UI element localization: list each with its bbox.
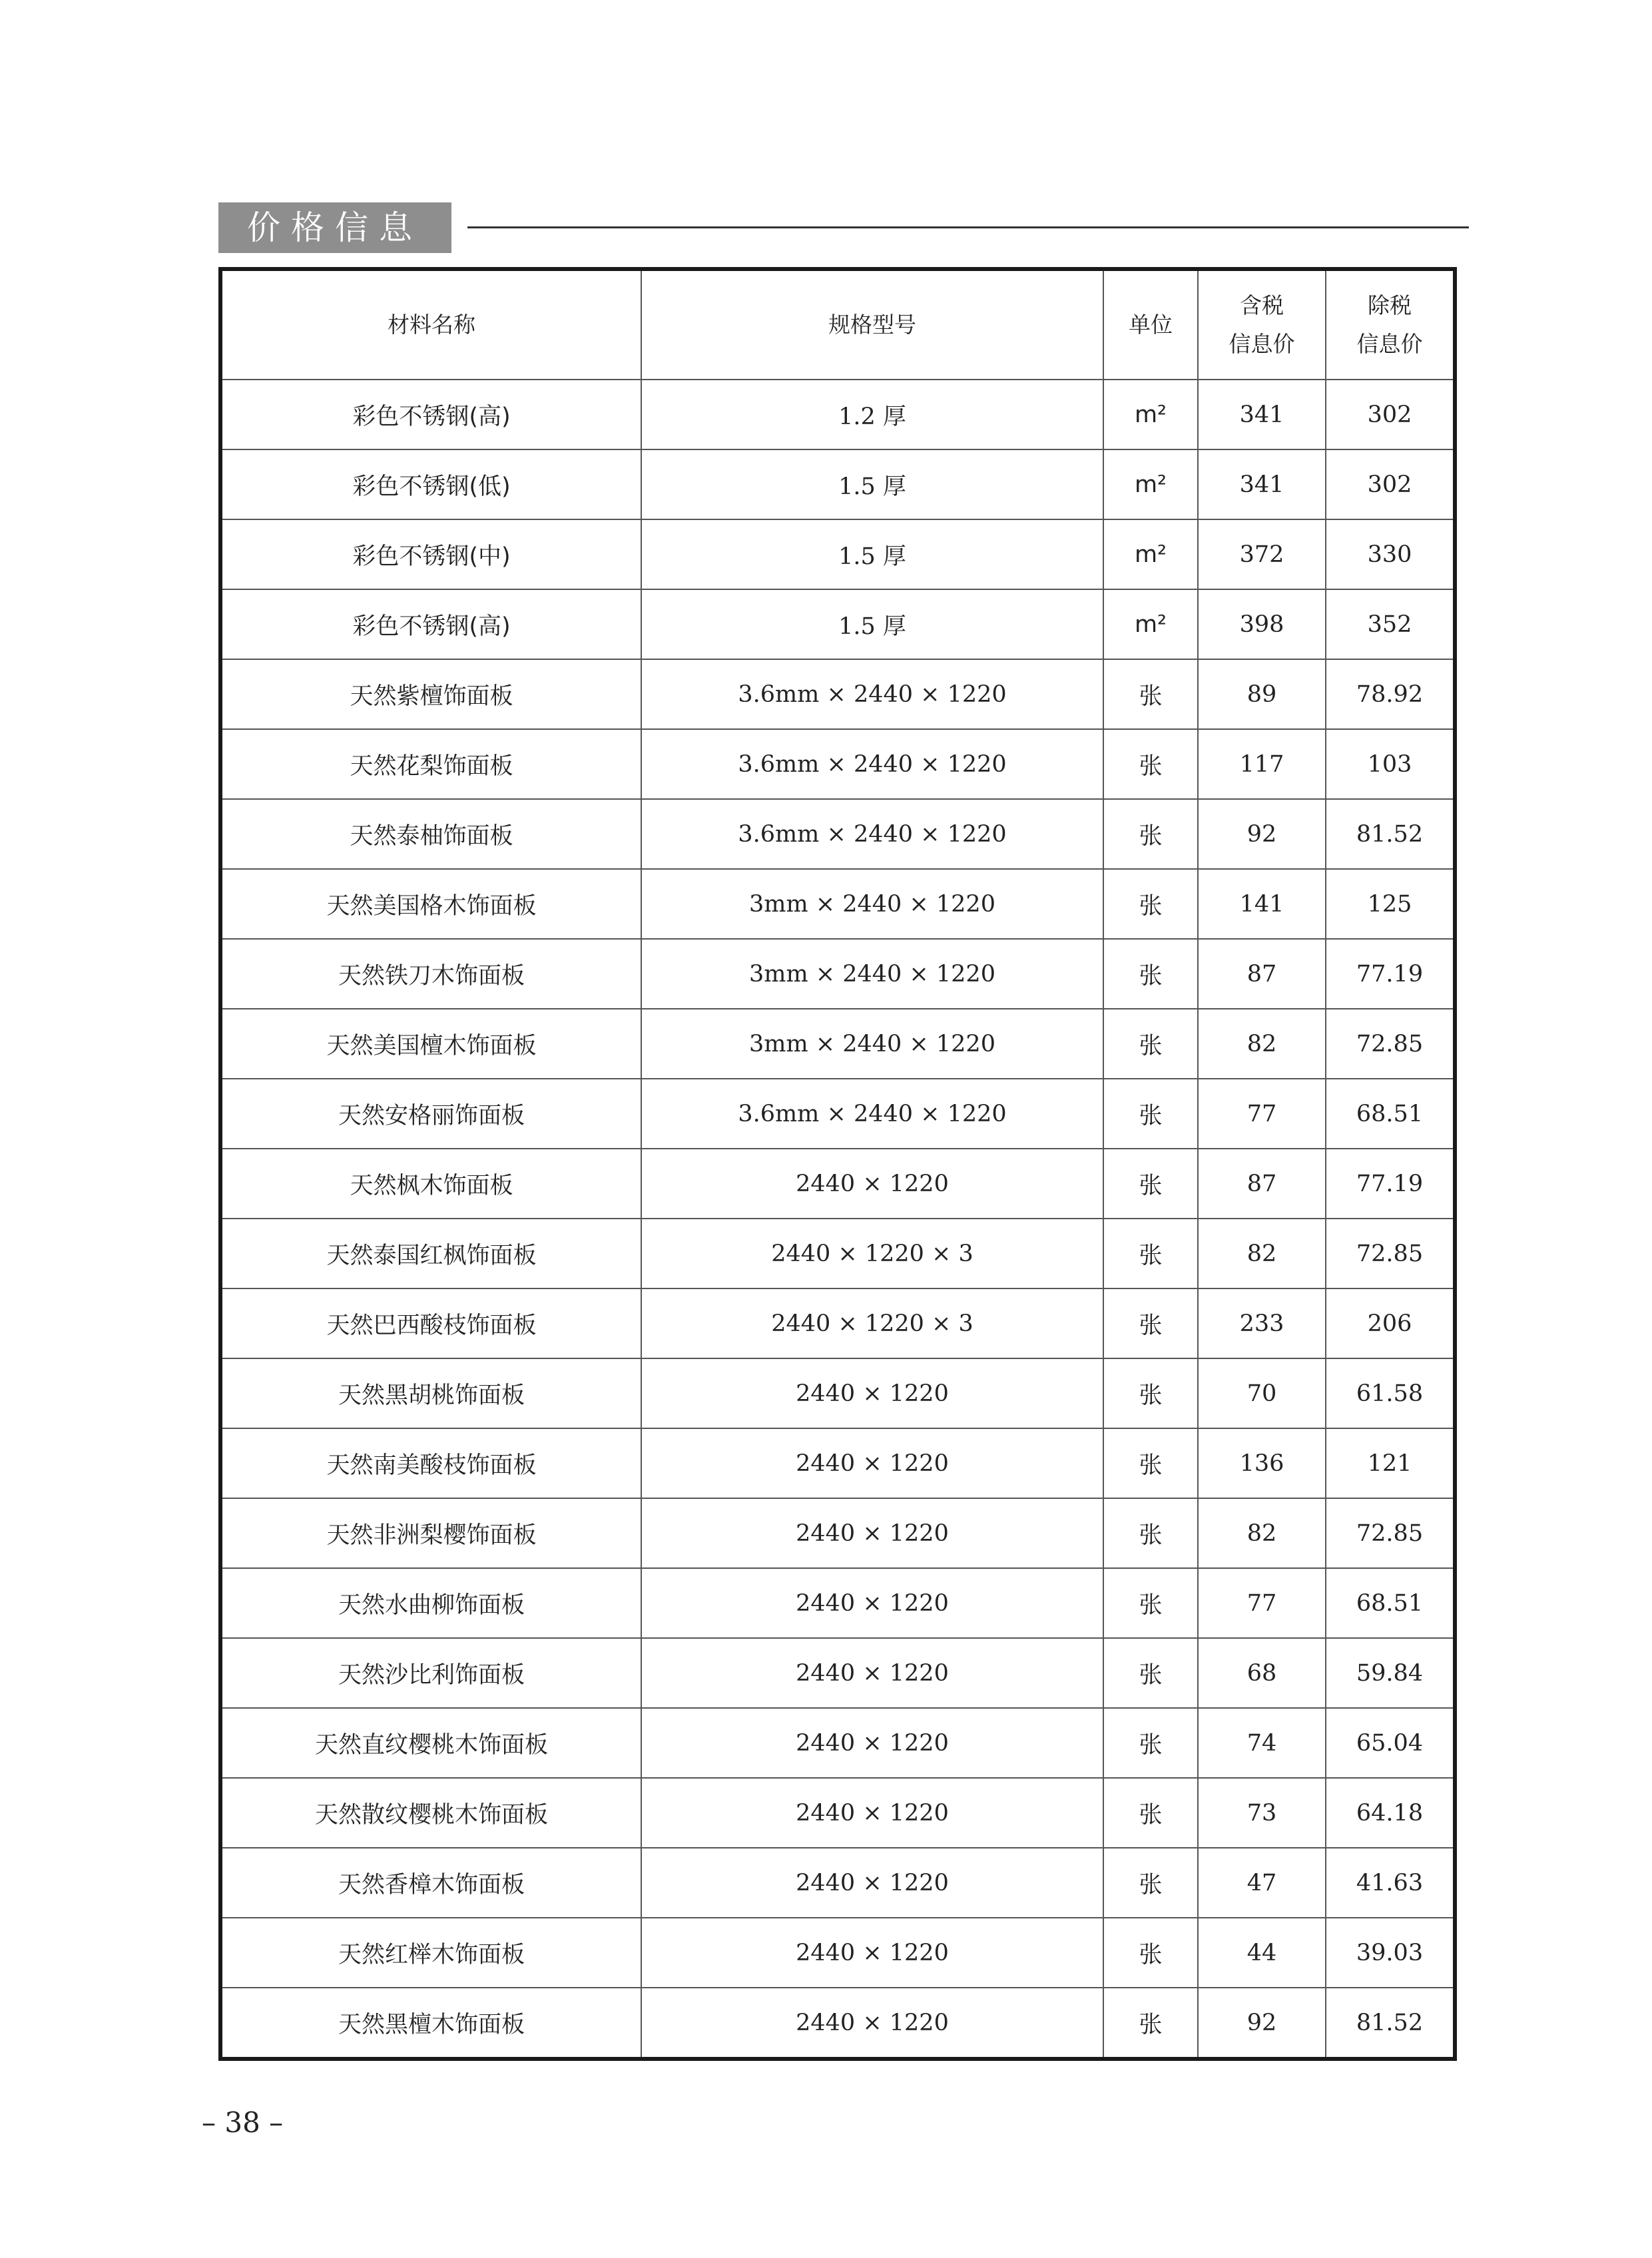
cell-material-name: 天然黑檀木饰面板 [220,1988,641,2059]
table-row [220,449,1455,519]
table-row [220,1568,1455,1638]
header-material-name: 材料名称 [220,269,641,380]
cell-material-name: 彩色不锈钢(高) [220,380,641,449]
cell-spec: 1.5 厚 [641,589,1103,659]
cell-material-name: 天然枫木饰面板 [220,1149,641,1219]
table-row [220,1358,1455,1428]
cell-unit: m² [1103,589,1198,659]
cell-price-without-tax: 302 [1326,449,1455,519]
cell-price-without-tax: 78.92 [1326,659,1455,729]
cell-price-with-tax: 73 [1198,1778,1326,1848]
cell-unit: 张 [1103,1918,1198,1988]
cell-price-with-tax: 68 [1198,1638,1326,1708]
cell-price-without-tax: 41.63 [1326,1848,1455,1918]
cell-unit: 张 [1103,1079,1198,1149]
table-row [220,589,1455,659]
cell-unit: m² [1103,519,1198,589]
cell-price-without-tax: 59.84 [1326,1638,1455,1708]
cell-spec: 2440 × 1220 [641,1918,1103,1988]
header-price-with-tax-line1: 含税 [1240,292,1284,318]
table-row [220,939,1455,1009]
cell-price-with-tax: 372 [1198,519,1326,589]
cell-unit: 张 [1103,1498,1198,1568]
cell-unit: 张 [1103,1009,1198,1079]
cell-price-with-tax: 341 [1198,380,1326,449]
table-row [220,1848,1455,1918]
header-price-with-tax [1198,269,1326,380]
table-row [220,1149,1455,1219]
cell-price-without-tax: 72.85 [1326,1009,1455,1079]
section-title: 价格信息 [218,202,451,253]
cell-material-name: 天然沙比利饰面板 [220,1638,641,1708]
cell-price-without-tax: 68.51 [1326,1568,1455,1638]
cell-spec: 2440 × 1220 [641,1498,1103,1568]
cell-price-with-tax: 82 [1198,1498,1326,1568]
cell-unit: 张 [1103,1219,1198,1288]
cell-price-with-tax: 47 [1198,1848,1326,1918]
cell-material-name: 彩色不锈钢(中) [220,519,641,589]
cell-spec: 2440 × 1220 [641,1638,1103,1708]
cell-price-without-tax: 61.58 [1326,1358,1455,1428]
cell-unit: 张 [1103,1988,1198,2059]
cell-price-without-tax: 121 [1326,1428,1455,1498]
table-row [220,519,1455,589]
cell-material-name: 天然铁刀木饰面板 [220,939,641,1009]
cell-spec: 2440 × 1220 [641,1358,1103,1428]
header-price-without-tax-line2: 信息价 [1356,331,1423,357]
cell-spec: 2440 × 1220 [641,1149,1103,1219]
table-row [220,1918,1455,1988]
cell-price-with-tax: 117 [1198,729,1326,799]
header-price-without-tax [1326,269,1455,380]
cell-price-without-tax: 81.52 [1326,799,1455,869]
cell-unit: 张 [1103,1288,1198,1358]
cell-spec: 3.6mm × 2440 × 1220 [641,659,1103,729]
cell-spec: 3.6mm × 2440 × 1220 [641,799,1103,869]
price-table [218,267,1457,2061]
header-price-without-tax-line1: 除税 [1368,292,1412,318]
table-row [220,1638,1455,1708]
cell-unit: 张 [1103,799,1198,869]
cell-spec: 2440 × 1220 [641,1988,1103,2059]
cell-price-with-tax: 136 [1198,1428,1326,1498]
cell-price-without-tax: 81.52 [1326,1988,1455,2059]
table-row [220,1498,1455,1568]
cell-unit: 张 [1103,939,1198,1009]
cell-material-name: 天然南美酸枝饰面板 [220,1428,641,1498]
cell-material-name: 天然香樟木饰面板 [220,1848,641,1918]
cell-material-name: 天然美国檀木饰面板 [220,1009,641,1079]
cell-unit: m² [1103,449,1198,519]
table-row [220,659,1455,729]
cell-material-name: 天然黑胡桃饰面板 [220,1358,641,1428]
table-row [220,799,1455,869]
cell-price-without-tax: 103 [1326,729,1455,799]
cell-spec: 2440 × 1220 [641,1848,1103,1918]
cell-price-with-tax: 89 [1198,659,1326,729]
cell-price-with-tax: 82 [1198,1219,1326,1288]
cell-price-without-tax: 125 [1326,869,1455,939]
cell-unit: 张 [1103,659,1198,729]
table-row [220,1778,1455,1848]
cell-price-with-tax: 341 [1198,449,1326,519]
table-row [220,1009,1455,1079]
cell-price-with-tax: 77 [1198,1079,1326,1149]
cell-material-name: 天然安格丽饰面板 [220,1079,641,1149]
cell-unit: 张 [1103,1568,1198,1638]
cell-material-name: 天然泰国红枫饰面板 [220,1219,641,1288]
cell-spec: 1.5 厚 [641,449,1103,519]
cell-price-with-tax: 398 [1198,589,1326,659]
cell-price-with-tax: 70 [1198,1358,1326,1428]
page-number: – 38 – [202,2106,284,2139]
table-row [220,869,1455,939]
header-price-with-tax-line2: 信息价 [1229,331,1295,357]
cell-unit: 张 [1103,1848,1198,1918]
table-row [220,1219,1455,1288]
cell-material-name: 天然直纹樱桃木饰面板 [220,1708,641,1778]
header-spec: 规格型号 [641,269,1103,380]
cell-spec: 1.5 厚 [641,519,1103,589]
cell-price-without-tax: 206 [1326,1288,1455,1358]
cell-price-without-tax: 77.19 [1326,1149,1455,1219]
cell-price-with-tax: 233 [1198,1288,1326,1358]
cell-spec: 2440 × 1220 [641,1428,1103,1498]
cell-material-name: 天然紫檀饰面板 [220,659,641,729]
cell-price-with-tax: 74 [1198,1708,1326,1778]
cell-price-without-tax: 68.51 [1326,1079,1455,1149]
cell-unit: m² [1103,380,1198,449]
cell-spec: 2440 × 1220 × 3 [641,1219,1103,1288]
cell-price-without-tax: 72.85 [1326,1498,1455,1568]
cell-spec: 3.6mm × 2440 × 1220 [641,729,1103,799]
table-body [220,380,1455,2059]
cell-price-without-tax: 64.18 [1326,1778,1455,1848]
cell-unit: 张 [1103,729,1198,799]
cell-material-name: 天然非洲梨樱饰面板 [220,1498,641,1568]
table-row [220,1288,1455,1358]
cell-price-with-tax: 92 [1198,1988,1326,2059]
cell-price-without-tax: 330 [1326,519,1455,589]
cell-unit: 张 [1103,1638,1198,1708]
cell-spec: 3mm × 2440 × 1220 [641,1009,1103,1079]
cell-price-with-tax: 87 [1198,939,1326,1009]
cell-price-with-tax: 82 [1198,1009,1326,1079]
cell-price-without-tax: 72.85 [1326,1219,1455,1288]
cell-material-name: 天然水曲柳饰面板 [220,1568,641,1638]
cell-material-name: 彩色不锈钢(高) [220,589,641,659]
table-row [220,1079,1455,1149]
header-divider [467,226,1469,228]
header-unit: 单位 [1103,269,1198,380]
cell-material-name: 天然巴西酸枝饰面板 [220,1288,641,1358]
cell-unit: 张 [1103,1428,1198,1498]
cell-spec: 2440 × 1220 [641,1778,1103,1848]
cell-spec: 3mm × 2440 × 1220 [641,869,1103,939]
cell-material-name: 天然泰柚饰面板 [220,799,641,869]
cell-material-name: 天然美国格木饰面板 [220,869,641,939]
cell-spec: 1.2 厚 [641,380,1103,449]
cell-unit: 张 [1103,869,1198,939]
table-header-row [220,269,1455,380]
cell-price-without-tax: 39.03 [1326,1918,1455,1988]
table-row [220,1988,1455,2059]
cell-price-without-tax: 65.04 [1326,1708,1455,1778]
cell-price-with-tax: 141 [1198,869,1326,939]
cell-spec: 3mm × 2440 × 1220 [641,939,1103,1009]
cell-price-without-tax: 77.19 [1326,939,1455,1009]
cell-material-name: 天然散纹樱桃木饰面板 [220,1778,641,1848]
cell-spec: 2440 × 1220 [641,1568,1103,1638]
table-row [220,729,1455,799]
cell-price-without-tax: 352 [1326,589,1455,659]
cell-spec: 2440 × 1220 × 3 [641,1288,1103,1358]
table-row [220,1708,1455,1778]
cell-spec: 2440 × 1220 [641,1708,1103,1778]
cell-price-with-tax: 92 [1198,799,1326,869]
table-row [220,1428,1455,1498]
cell-price-with-tax: 77 [1198,1568,1326,1638]
cell-unit: 张 [1103,1708,1198,1778]
table-row [220,380,1455,449]
cell-spec: 3.6mm × 2440 × 1220 [641,1079,1103,1149]
cell-price-without-tax: 302 [1326,380,1455,449]
cell-material-name: 天然红榉木饰面板 [220,1918,641,1988]
cell-unit: 张 [1103,1358,1198,1428]
cell-unit: 张 [1103,1149,1198,1219]
cell-material-name: 天然花梨饰面板 [220,729,641,799]
cell-price-with-tax: 44 [1198,1918,1326,1988]
cell-unit: 张 [1103,1778,1198,1848]
cell-material-name: 彩色不锈钢(低) [220,449,641,519]
cell-price-with-tax: 87 [1198,1149,1326,1219]
